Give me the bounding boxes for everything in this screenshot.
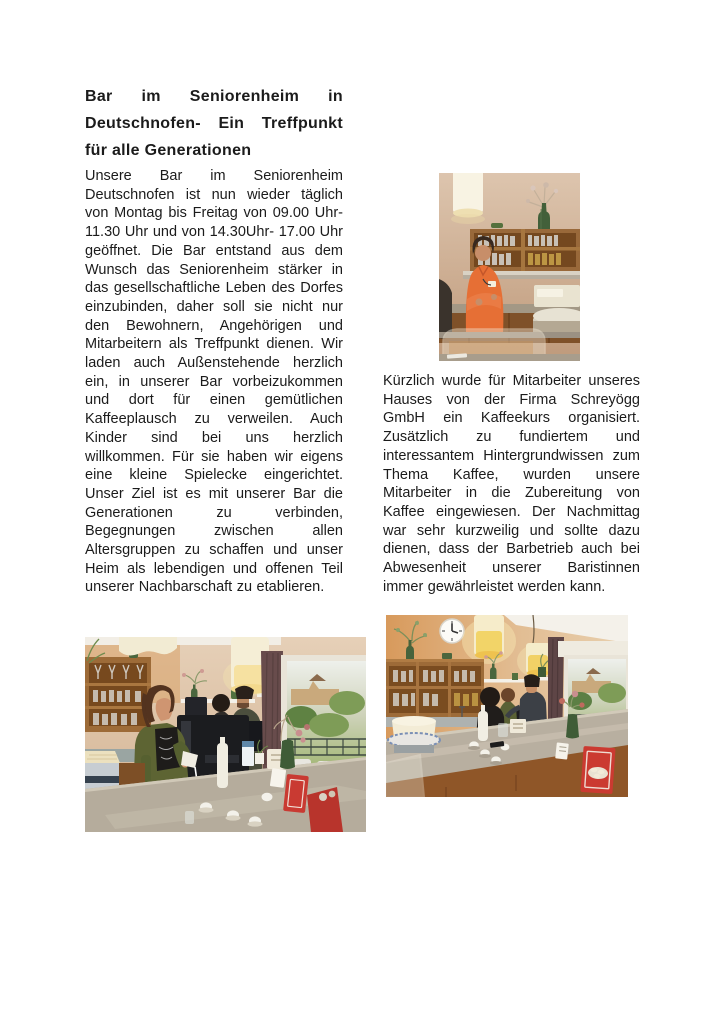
photo-coffee-preparation-illustration (85, 637, 366, 832)
article-paragraph-right: Kürzlich wurde für Mitarbeiter unseres Hauses von der Firma Schreyögg GmbH ein Kaffeekurs organisiert. Zusätzlich zu fundiertem und interessantem Hintergrundwissen zum Thema Kaffee, wurden unsere Mitarbeiter in die Zubereitung von Kaffee eingewiesen. Der Nachmittag war sehr kurzweilig und sollte dazu dienen, dass der Barbetrieb auch bei Abwesenheit unserer Baristinnen immer gewährleistet werden kann. (383, 373, 640, 595)
photo-barista-portrait (439, 173, 580, 361)
article-title: Bar im Seniorenheim in Deutschnofen- Ein Treffpunkt für alle Generationen (85, 88, 343, 159)
pendant-lamp (451, 173, 485, 224)
photo-bar-room (386, 615, 628, 797)
wall-clock (440, 619, 464, 643)
photo-bar-room-illustration (386, 615, 628, 797)
photo-barista-portrait-illustration (439, 173, 580, 361)
cake-display (388, 716, 440, 753)
photo-coffee-preparation (85, 637, 366, 832)
left-wall-shelf (85, 647, 151, 732)
red-pastry-sign (580, 746, 615, 794)
glass-guard (386, 755, 424, 797)
article-paragraph-left: Unsere Bar im Seniorenheim Deutschnofen ist nun wieder täglich von Montag bis Freitag von 09.00 Uhr- 11.30 Uhr und von 14.30Uhr- 17.00 Uhr geöffnet. Die Bar entstand aus dem Wunsch das Seniorenheim stärker in das gesellschaftliche Leben des Dorfes einzubinden, daher soll sie nicht nur den Bewohnern, Angehörigen und Mitarbeitern als Treffpunkt dienen. Wir laden auch Außenstehende herzlich ein, in unserer Bar vorbeizukommen und dort für einen gemütlichen Kaffeeplausch zu verweilen. Auch Kinder sind bei uns herzlich willkommen. Für sie haben wir eigens eine kleine Spielecke eingerichtet. Unser Ziel ist es mit unserer Bar die Generationen zu verbinden, Begegnungen zwischen allen Altersgruppen zu schaffen und unser Heim als lebendigen und offenen Teil unserer Nachbarschaft zu etablieren. (85, 168, 343, 596)
left-wall-shelf (386, 653, 484, 717)
